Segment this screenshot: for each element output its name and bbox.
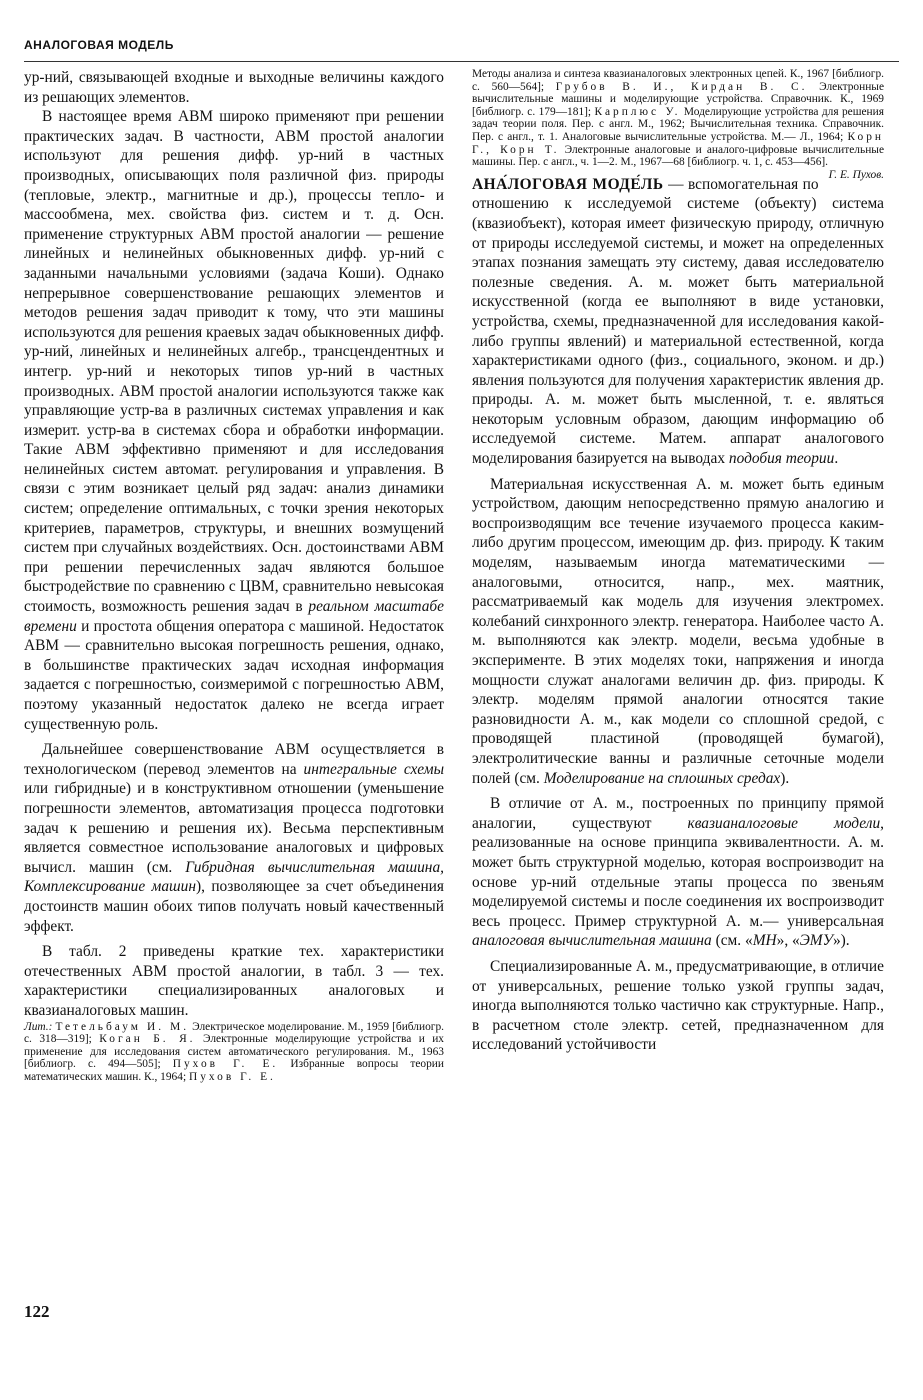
author-name: Пухов Г. Е. [188, 1070, 276, 1083]
left-paragraph-4: В табл. 2 приведены краткие тех. характеристики отечественных АВМ простой аналогии, в табл. 3 — тех. характеристики специализированных аналоговых и квазианалоговых машин. [24, 943, 444, 1019]
left-paragraph-1: ур-ний, связывающей входные и выходные величины каждого из решающих элементов. [24, 69, 444, 106]
cross-reference: подобия теории [728, 450, 835, 468]
text-run: , реализованные на основе принципа эквивалентности. А. м. может быть структурной моделью, которая воспроизводит на основе ур-ний отдельные этапы процесса по звеньям моделируемой системы и после соединения их воспроизводит весь процесс. Пример структурной А. м.— универсальная [472, 814, 884, 930]
cross-reference: аналоговая вычислительная машина [472, 932, 712, 950]
author-name: Корн Г., Корн Т. [472, 130, 884, 156]
author-name: Пухов Г. Е. [172, 1058, 279, 1071]
page-number: 122 [24, 1302, 50, 1321]
cross-reference: реальном масштабе времени [24, 598, 444, 635]
text-run: или гибридные) и в конструктивном отношении (уменьшение погрешности элементов, автоматизация процесса подготовки задач к решению и решения их). Весьма перспективным является совместное использование аналоговых и цифровых вычисл. машин (см. [24, 780, 444, 876]
text-run: . [834, 450, 839, 468]
left-paragraph-3 [24, 740, 444, 936]
cross-reference: Моделирование на сплошных средах [543, 769, 781, 787]
entry-paragraph-1 [472, 175, 884, 469]
text-run: ), позволяющее за счет объединения достоинств машин обоих типов получать новый качественный эффект. [24, 878, 444, 935]
entry-paragraph-4: Специализированные А. м., предусматривающие, в отличие от универсальных, решение только узкой группы задач, иногда выполняются только частично как структурные. Напр., в расчетном столе электр. сетей, предназначенном для исследований устойчивости [472, 957, 884, 1054]
right-column [472, 68, 884, 1055]
article-signature: Г. Е. Пухов. [828, 168, 884, 181]
author-name: Коган Б. Я. [99, 1033, 196, 1046]
running-header: АНАЛОГОВАЯ МОДЕЛЬ [24, 38, 174, 52]
text-run: В настоящее время АВМ широко применяют при решении практических задач. В частности, АВМ простой аналогии используют для решения дифф. ур-ний в частных производных, описывающих поля различной физ. природы (тепловые, электр., магнитные и др.), процессы тепло- и массообмена, мех. свойства физ. систем и т. д. Осн. применение структурных АВМ простой аналогии — решение линейных и нелинейных обыкновенных дифф. ур-ний с заданными начальными условиями (задача Коши). Однако непрерывное совершенствование решающих элементов и методов решения задач приводит к тому, что эти машины используются для решения краевых задач обыкновенных дифф. ур-ний, линейных и нелинейных алгебр., трансцендентных и интегр. ур-ний и некоторых типов ур-ний в частных производных. АВМ простой аналогии используются также как управляющие устр-ва в различных системах управления и как измерит. устр-ва в системах сбора и обработки информации. Такие АВМ эффективно применяют и для исследования нелинейных систем автомат. регулирования и управления. В связи с этим возникает целый ряд задач: анализ динамики систем; определение оптимальных, с точки зрения некоторых критериев, параметров, структуры, и внешних возмущений систем при случайных воздействиях. Осн. достоинствами АВМ при решении перечисленных задач являются большое быстродействие по сравнению с ЦВМ, сравнительно невысокая стоимость, возможность решения задач в [24, 108, 444, 616]
entry-headword: АНА́ЛОГОВАЯ МОДЕ́ЛЬ [472, 175, 664, 193]
text-run: »). [832, 932, 850, 950]
header-rule [24, 61, 899, 62]
text-run: Электронные моделирующие устройства и их применение для исследования систем автоматического регулирования. М., 1963 [библиогр. с. 494—505]; [24, 1033, 445, 1071]
cross-reference: квазианалоговые модели [687, 814, 881, 832]
cross-reference: ЭМУ [799, 932, 833, 950]
text-run: », « [776, 932, 800, 950]
author-name: Карплюс У. [594, 105, 681, 118]
text-run: — вспомогательная по отношению к исследуемой системе (объекту) система (квазиобъект), которая имеет физическую природу, отличную от природы исследуемой системы, и может на определенных этапах познания замещать эту систему, давая исследователю полезные сведения. А. м. может быть материальной искусственной (когда ее выполняют в виде установки, устройства, схемы, предназначенной для исследования какой-либо группы явлений) и материальной естественной, когда характеристиками одного (физ., социального, эконом. и др.) явления пользуются для получения характеристик явления др. природы. А. м. может быть мысленной, т. е. являться некоторым условным образом, дающим информацию об исследуемой системе. Матем. аппарат аналогового моделирования базируется на выводах [472, 175, 884, 468]
text-run: Материальная искусственная А. м. может быть единым устройством, дающим непосредственно прямую аналогию и воспроизводящим все течение изучаемого процесса каким-либо другим процессом, имеющим др. физ. природу. К таким моделям, называемым иногда математическими — аналоговыми, относится, напр., мех. маятник, рассматриваемый как модель для изучения электромех. колебаний синхронного электр. генератора. Наиболее часто А. м. выполняются как электр. модели, весьма удобные в эксперименте. В этих моделях токи, напряжения и иногда мощности служат аналогами величин др. физ. природы. К электр. моделям прямой аналогии относятся такие разновидности А. м., как модели со сплошной средой, с проводящей пластиной (проводящей бумагой), электролитические ванны и различные сеточные модели полей (см. [472, 475, 884, 787]
text-run: В отличие от А. м., построенных по принципу прямой аналогии, существуют [472, 795, 884, 832]
text-run: Моделирующие устройства для решения задач теории поля. Пер. с англ. М., 1962; Вычислительная техника. Справочник. Пер. с англ., т. 1. Аналоговые вычислительные устройства. М.— Л., 1964; [472, 105, 884, 143]
left-paragraph-2 [24, 107, 444, 734]
text-run: Методы анализа и синтеза квазианалоговых электронных цепей. К., 1967 [библиогр. с. 560—564]; [472, 68, 884, 93]
author-name: Тетельбаум И. М. [55, 1020, 190, 1033]
text-run: и простота общения оператора с машиной. Недостаток АВМ — сравнительно высокая погрешность решения, однако, в большинстве практических задач исходная информация задается с погрешностью, соизмеримой с погрешностью АВМ, поэтому указанный недостаток далеко не всегда играет существенную роль. [24, 617, 444, 733]
literature-label: Лит.: [24, 1020, 53, 1033]
left-column [24, 68, 444, 1083]
references-continued [472, 68, 884, 181]
entry-paragraph-3 [472, 794, 884, 951]
text-run: Электронные аналоговые и аналого-цифровые вычислительные машины. Пер. с англ., ч. 1—2. М., 1967—68 [библиогр. ч. 1, с. 453—456]. [472, 143, 884, 169]
literature-list [24, 1021, 444, 1084]
text-run: (см. « [711, 932, 753, 950]
text-run: Электронные вычислительные машины и моделирующие устройства. Справочник. К., 1969 [библиогр. с. 179—181]; [472, 80, 884, 118]
text-run: ). [780, 769, 790, 787]
text-run: Избранные вопросы теории математических машин. К., 1964; [24, 1058, 444, 1083]
entry-paragraph-2 [472, 475, 884, 789]
cross-reference: интегральные схемы [303, 760, 444, 778]
cross-reference: МН [752, 932, 777, 950]
cross-reference: Гибридная вычислительная машина, Комплексирование машин [24, 858, 444, 896]
text-run: Электрическое моделирование. М., 1959 [библиогр. с. 318—319]; [24, 1020, 444, 1046]
author-name: Грубов В. И., Кирдан В. С. [555, 80, 808, 93]
text-run: Дальнейшее совершенствование АВМ осуществляется в технологическом (перевод элементов на [24, 741, 444, 778]
